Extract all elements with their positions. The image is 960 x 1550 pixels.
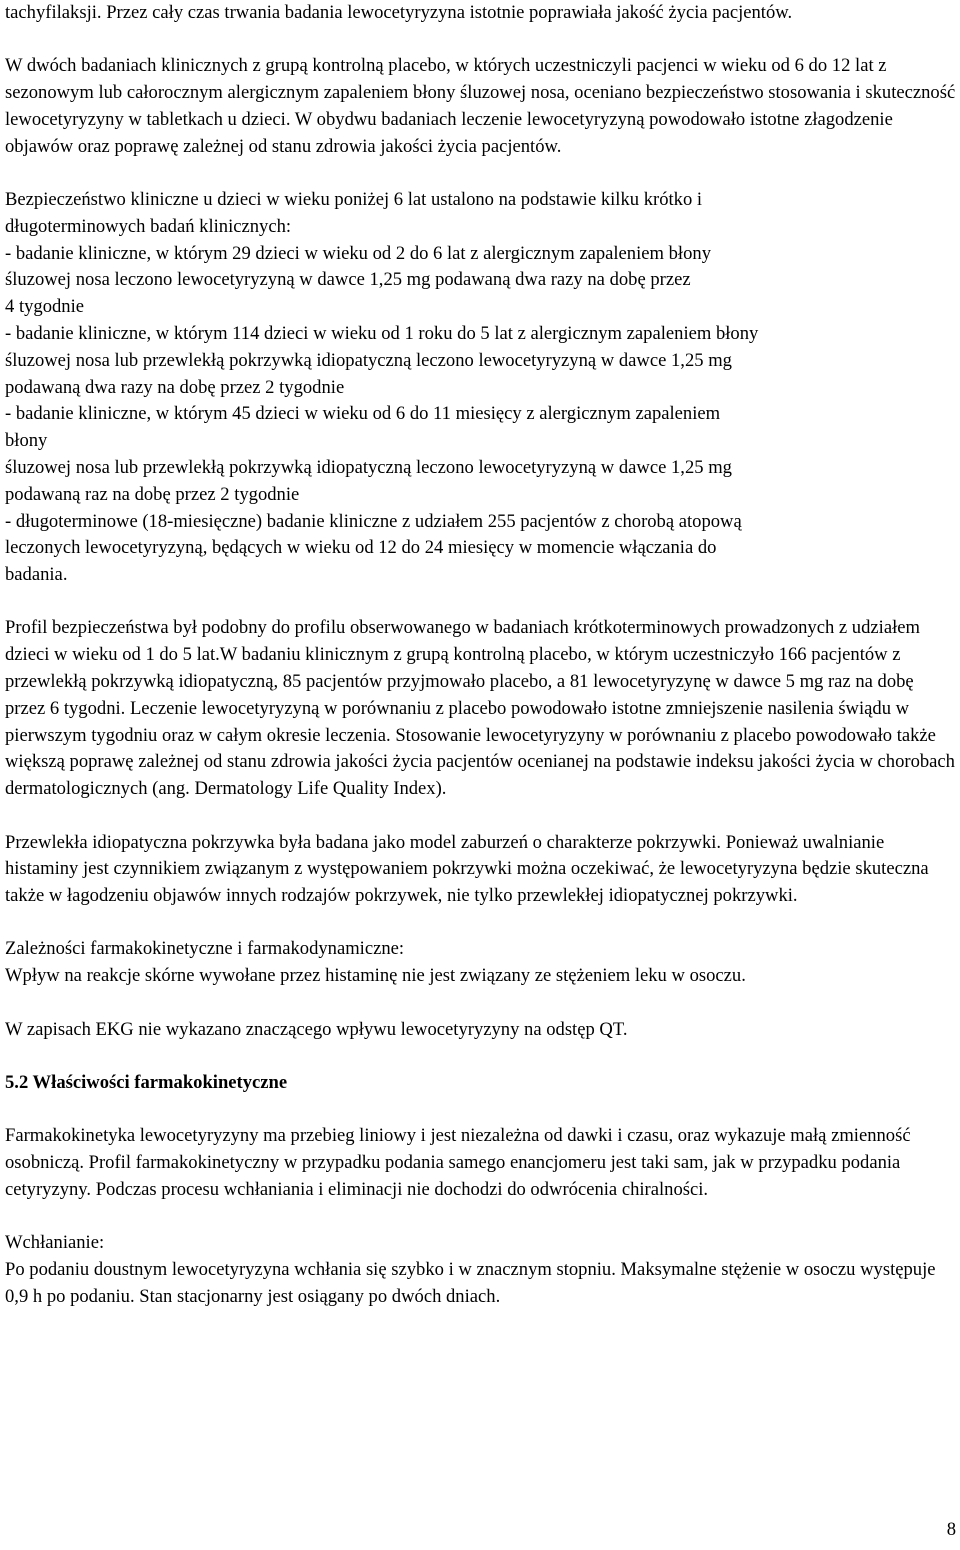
pkpd-text: Wpływ na reakcje skórne wywołane przez histaminę nie jest związany ze stężeniem leku w osoczu.	[5, 965, 746, 987]
spacer	[5, 910, 957, 937]
safety-line: śluzowej nosa lub przewlekłą pokrzywką idiopatyczną leczono lewocetyryzyną w dawce 1,25 mg	[5, 456, 732, 478]
page-number: 8	[946, 1519, 956, 1540]
spacer	[5, 803, 957, 830]
safety-line: leczonych lewocetyryzyną, będących w wieku od 12 do 24 miesięcy w momencie włączania do	[5, 537, 717, 559]
safety-line: podawaną raz na dobę przez 2 tygodnie	[5, 483, 300, 505]
safety-line: śluzowej nosa lub przewlekłą pokrzywką idiopatyczną leczono lewocetyryzyną w dawce 1,25 mg	[5, 349, 732, 371]
safety-line: badania.	[5, 564, 68, 586]
spacer	[5, 1043, 957, 1070]
safety-block	[5, 187, 957, 589]
safety-line: błony	[5, 430, 48, 452]
spacer	[5, 27, 957, 54]
document-page	[5, 0, 957, 1310]
paragraph-children-trials: W dwóch badaniach klinicznych z grupą kontrolną placebo, w których uczestniczyli pacjenci w wieku od 6 do 12 lat z sezonowym lub całorocznym alergicznym zapaleniem błony śluzowej nosa, oceniano bezpieczeństwo stosowania i skuteczność lewocetyryzyny w tabletkach u dzieci. W obydwu badaniach leczenie lewocetyryzyną powodowało istotne złagodzenie objawów oraz poprawę zależnej od stanu zdrowia jakości życia pacjentów.	[5, 55, 956, 157]
safety-line: podawaną dwa razy na dobę przez 2 tygodnie	[5, 376, 345, 398]
safety-line: - badanie kliniczne, w którym 45 dzieci w wieku od 6 do 11 miesięcy z alergicznym zapaleniem	[5, 403, 721, 425]
absorption-label: Wchłanianie:	[5, 1231, 105, 1253]
paragraph-pharmacokinetics: Farmakokinetyka lewocetyryzyny ma przebieg liniowy i jest niezależna od dawki i czasu, oraz wykazuje małą zmienność osobniczą. Profil farmakokinetyczny w przypadku podania samego enancjomeru jest taki sam, jak w przypadku podania cetyryzyny. Podczas procesu wchłaniania i eliminacji nie dochodzi do odwrócenia chiralności.	[5, 1125, 911, 1200]
spacer	[5, 160, 957, 187]
spacer	[5, 990, 957, 1017]
spacer	[5, 1097, 957, 1124]
safety-line: śluzowej nosa leczono lewocetyryzyną w dawce 1,25 mg podawaną dwa razy na dobę przez	[5, 269, 691, 291]
safety-line: - badanie kliniczne, w którym 114 dzieci w wieku od 1 roku do 5 lat z alergicznym zapaleniem błony	[5, 322, 759, 344]
section-heading: 5.2 Właściwości farmakokinetyczne	[5, 1071, 288, 1093]
paragraph-tachyphylaxis: tachyfilaksji. Przez cały czas trwania badania lewocetyryzyna istotnie poprawiała jakość życia pacjentów.	[5, 2, 793, 23]
paragraph-urticaria: Przewlekła idiopatyczna pokrzywka była badana jako model zaburzeń o charakterze pokrzywki. Ponieważ uwalnianie histaminy jest czynnikiem związanym z występowaniem pokrzywki można oczekiwać, że lewocetyryzyna będzie skuteczna także w łagodzeniu objawów innych rodzajów pokrzywek, nie tylko przewlekłej idiopatycznej pokrzywki.	[5, 831, 929, 907]
spacer	[5, 589, 957, 616]
safety-line: 4 tygodnie	[5, 296, 85, 318]
pkpd-label: Zależności farmakokinetyczne i farmakodynamiczne:	[5, 938, 405, 960]
paragraph-safety-profile: Profil bezpieczeństwa był podobny do profilu obserwowanego w badaniach krótkoterminowych prowadzonych z udziałem dzieci w wieku od 1 do 5 lat.W badaniu klinicznym z grupą kontrolną placebo, w którym uczestniczyło 166 pacjentów z przewlekłą pokrzywką idiopatyczną, 85 pacjentów przyjmowało placebo, a 81 lewocetyryzynę w dawce 5 mg raz na dobę przez 6 tygodni. Leczenie lewocetyryzyną w porównaniu z placebo powodowało istotne zmniejszenie nasilenia świądu w pierwszym tygodniu oraz w całym okresie leczenia. Stosowanie lewocetyryzyny w porównaniu z placebo powodowało także większą poprawę zależnej od stanu zdrowia jakości życia pacjentów ocenianej na podstawie indeksu jakości życia w chorobach dermatologicznych (ang. Dermatology Life Quality Index).	[5, 617, 955, 800]
safety-line: długoterminowych badań klinicznych:	[5, 215, 292, 237]
safety-line: Bezpieczeństwo kliniczne u dzieci w wieku poniżej 6 lat ustalono na podstawie kilku krótko i	[5, 188, 703, 210]
ekg-text: W zapisach EKG nie wykazano znaczącego wpływu lewocetyryzyny na odstęp QT.	[5, 1018, 628, 1040]
absorption-text: Po podaniu doustnym lewocetyryzyna wchłania się szybko i w znacznym stopniu. Maksymalne stężenie w osoczu występuje 0,9 h po podaniu. Stan stacjonarny jest osiągany po dwóch dniach.	[5, 1258, 936, 1307]
safety-line: - badanie kliniczne, w którym 29 dzieci w wieku od 2 do 6 lat z alergicznym zapaleniem błony	[5, 242, 711, 264]
safety-line: - długoterminowe (18-miesięczne) badanie kliniczne z udziałem 255 pacjentów z chorobą atopową	[5, 510, 742, 532]
spacer	[5, 1203, 957, 1230]
